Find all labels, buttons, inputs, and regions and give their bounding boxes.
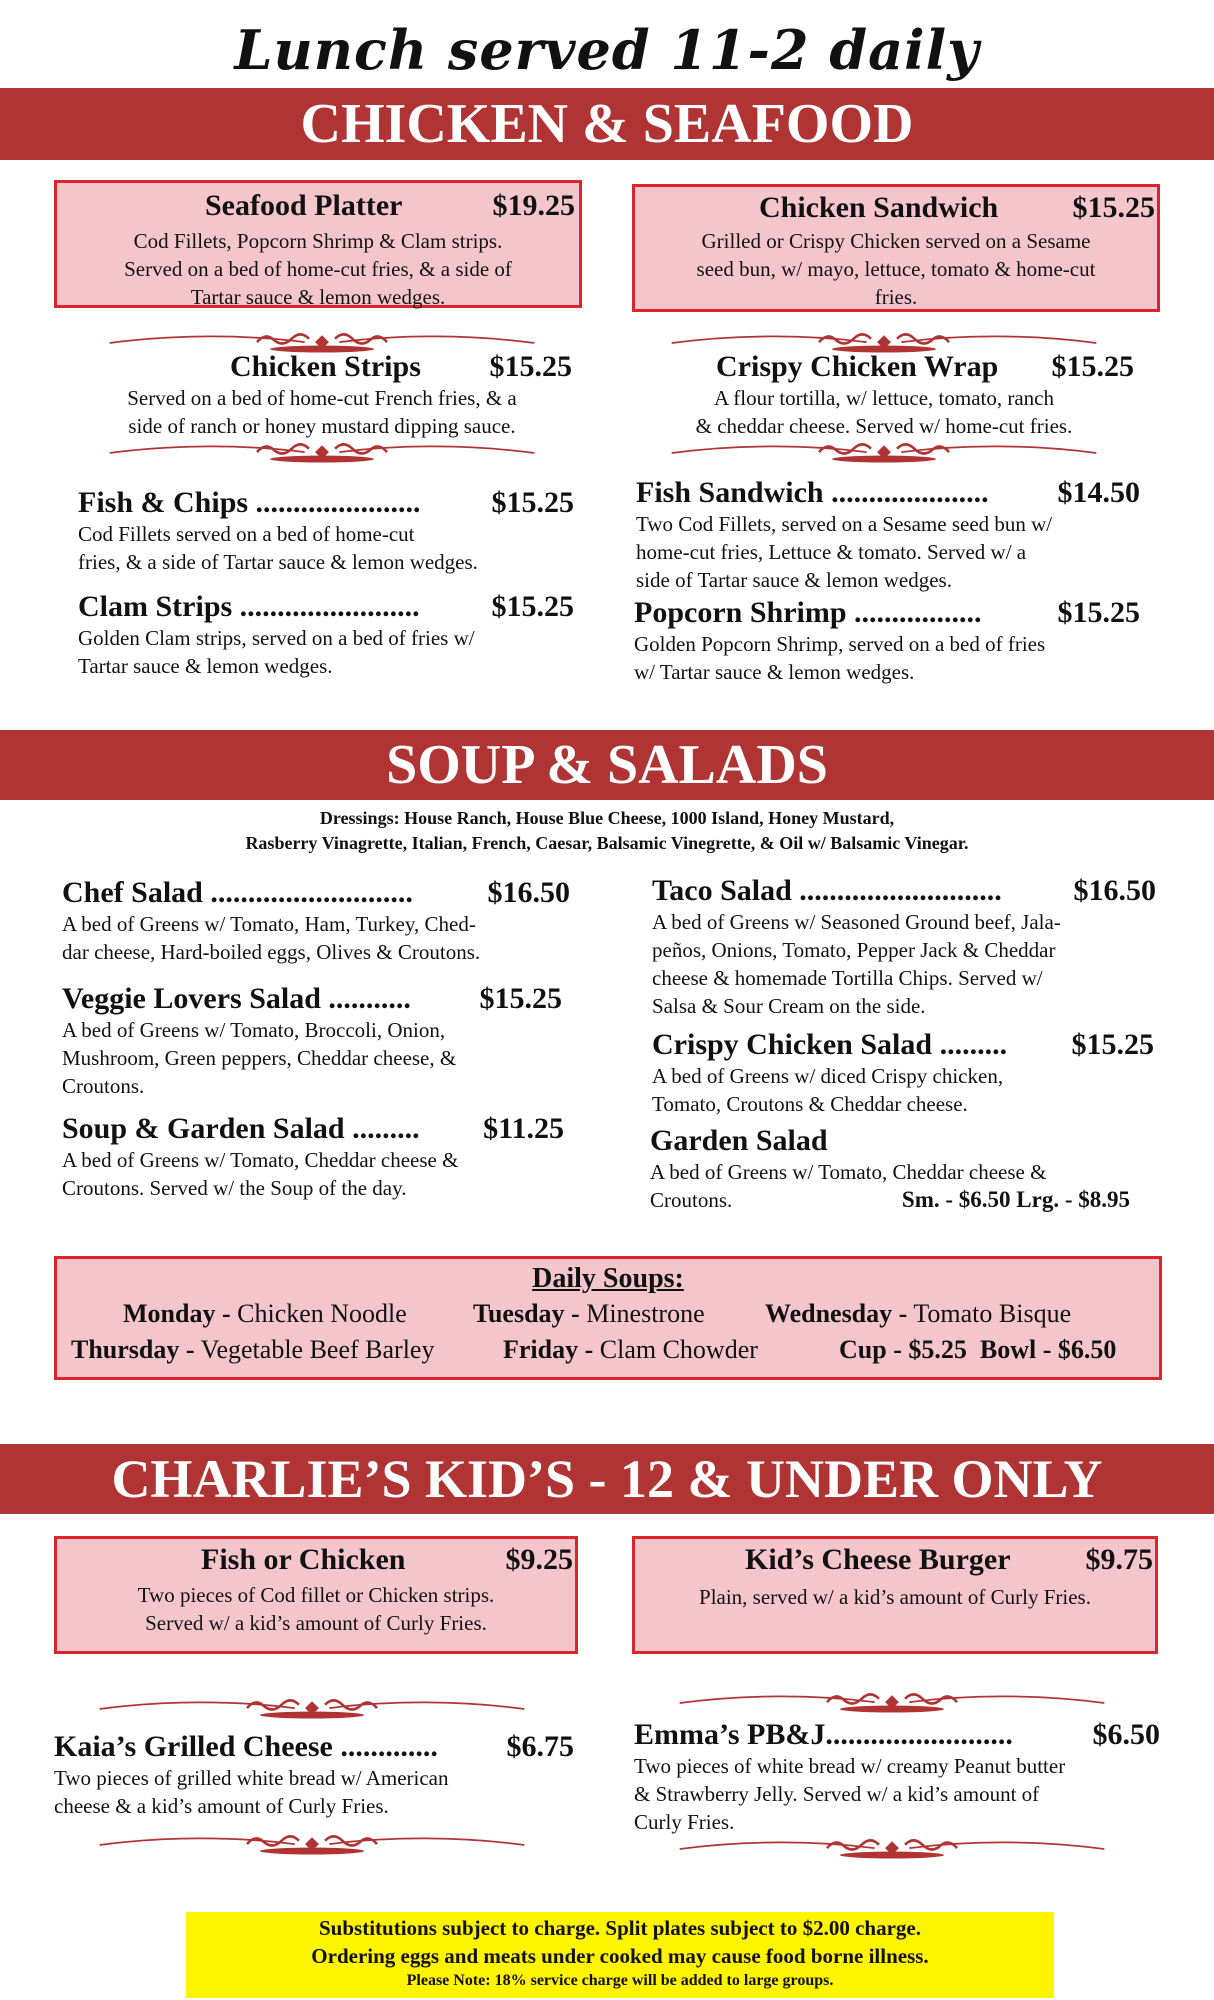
item-name: Chicken Sandwich	[759, 191, 999, 224]
soup-monday: Monday - Chicken Noodle	[123, 1299, 407, 1328]
item-description: Two pieces of white bread w/ creamy Peanut butter & Strawberry Jelly. Served w/ a kid’s amount of Curly Fries.	[634, 1754, 1066, 1834]
clam-strips-item	[78, 590, 574, 680]
item-price: $16.50	[1073, 874, 1156, 907]
item-name: Crispy Chicken Salad .........	[652, 1028, 1008, 1061]
item-name: Clam Strips ........................	[78, 590, 420, 623]
item-description: Served on a bed of home-cut French fries, & a side of ranch or honey mustard dipping sauce.	[127, 386, 517, 438]
item-price: $15.25	[1051, 350, 1134, 383]
item-name: Emma’s PB&J.........................	[634, 1718, 1013, 1751]
emma-pbj-item	[634, 1718, 1160, 1836]
item-name: Veggie Lovers Salad ...........	[62, 982, 411, 1015]
crispy-chicken-salad-item	[652, 1028, 1154, 1118]
item-price: $15.25	[1057, 596, 1140, 629]
kids-fish-chicken-card	[54, 1536, 578, 1654]
soup-garden-salad-item	[62, 1112, 564, 1202]
seafood-platter-card	[54, 180, 582, 308]
soup-thursday: Thursday - Vegetable Beef Barley	[71, 1335, 435, 1364]
item-description: A bed of Greens w/ Tomato, Broccoli, Onion, Mushroom, Green peppers, Cheddar cheese, & Croutons.	[62, 1018, 457, 1098]
item-description: Golden Clam strips, served on a bed of fries w/ Tartar sauce & lemon wedges.	[78, 626, 475, 678]
garden-salad-item	[650, 1124, 1150, 1214]
item-price: $15.25	[491, 486, 574, 519]
item-description: Two pieces of Cod fillet or Chicken strips. Served w/ a kid’s amount of Curly Fries.	[137, 1583, 495, 1635]
chicken-strips-item	[72, 350, 572, 440]
item-price: $15.25	[491, 590, 574, 623]
section-banner-soup: SOUP & SALADS	[0, 730, 1214, 800]
taco-salad-item	[652, 874, 1156, 1020]
item-price: $6.75	[506, 1730, 574, 1763]
item-description: Two pieces of grilled white bread w/ American cheese & a kid’s amount of Curly Fries.	[54, 1766, 449, 1818]
ornament-divider	[634, 440, 1134, 466]
item-price: $11.25	[483, 1112, 564, 1145]
ornament-divider	[638, 1690, 1146, 1716]
item-description: Golden Popcorn Shrimp, served on a bed of fries w/ Tartar sauce & lemon wedges.	[634, 632, 1046, 684]
item-name: Seafood Platter	[205, 189, 403, 222]
lunch-hours-header: Lunch served 11-2 daily	[234, 18, 980, 82]
item-description: A flour tortilla, w/ lettuce, tomato, ranch & cheddar cheese. Served w/ home-cut fries.	[695, 386, 1073, 438]
item-price: $14.50	[1057, 476, 1140, 509]
section-banner-chicken: CHICKEN & SEAFOOD	[0, 88, 1214, 160]
item-name: Chef Salad ...........................	[62, 876, 413, 909]
daily-soups-title: Daily Soups:	[532, 1263, 684, 1294]
notice-line: Please Note: 18% service charge will be added to large groups.	[406, 1972, 834, 1989]
soup-tuesday: Tuesday - Minestrone	[473, 1299, 705, 1328]
chicken-sandwich-card	[632, 184, 1160, 312]
dressings-list: Dressings: House Ranch, House Blue Cheese, 1000 Island, Honey Mustard, Rasberry Vinagrette, Italian, French, Caesar, Balsamic Vinegrette, & Oil w/ Balsamic Vinegar.	[245, 808, 969, 853]
ornament-divider	[638, 1836, 1146, 1862]
soup-wednesday: Wednesday - Tomato Bisque	[765, 1299, 1072, 1328]
item-price: $9.75	[1085, 1543, 1153, 1576]
crispy-wrap-item	[634, 350, 1134, 440]
notice-line: Ordering eggs and meats under cooked may cause food borne illness.	[311, 1944, 929, 1968]
item-description: A bed of Greens w/ Tomato, Ham, Turkey, Ched- dar cheese, Hard-boiled eggs, Olives & Croutons.	[62, 912, 481, 964]
item-name: Garden Salad	[650, 1124, 828, 1157]
kids-cheese-burger-card	[632, 1536, 1158, 1654]
soup-friday: Friday - Clam Chowder	[503, 1335, 758, 1364]
item-price: $9.25	[505, 1543, 573, 1576]
ornament-divider	[72, 440, 572, 466]
ornament-divider	[58, 1832, 566, 1858]
item-description: Cod Fillets, Popcorn Shrimp & Clam strips. Served on a bed of home-cut fries, & a side of Tartar sauce & lemon wedges.	[124, 229, 512, 309]
fish-chips-item	[78, 486, 574, 576]
item-price: $15.25	[489, 350, 572, 383]
notice-line: Substitutions subject to charge. Split plates subject to $2.00 charge.	[319, 1916, 921, 1940]
item-price: $15.25	[1071, 1028, 1154, 1061]
item-name: Soup & Garden Salad .........	[62, 1112, 420, 1145]
item-price: $19.25	[492, 189, 575, 222]
item-name: Taco Salad ...........................	[652, 874, 1002, 907]
item-name: Kid’s Cheese Burger	[745, 1543, 1011, 1576]
item-price: $15.25	[1072, 191, 1155, 224]
kaia-grilled-cheese-item	[54, 1730, 574, 1820]
item-description: Cod Fillets served on a bed of home-cut fries, & a side of Tartar sauce & lemon wedges.	[78, 522, 478, 574]
item-description: A bed of Greens w/ Seasoned Ground beef, Jala- peños, Onions, Tomato, Pepper Jack & Cheddar cheese & homemade Tortilla Chips. Served w/ Salsa & Sour Cream on the side.	[652, 910, 1061, 1018]
item-description: Plain, served w/ a kid’s amount of Curly Fries.	[699, 1585, 1091, 1609]
item-description: A bed of Greens w/ Tomato, Cheddar cheese & Croutons. Sm. - $6.50 Lrg. - $8.95	[650, 1160, 1130, 1212]
item-name: Fish or Chicken	[201, 1543, 406, 1576]
daily-soups-card	[54, 1256, 1162, 1380]
item-name: Kaia’s Grilled Cheese .............	[54, 1730, 438, 1763]
item-description: A bed of Greens w/ Tomato, Cheddar cheese & Croutons. Served w/ the Soup of the day.	[62, 1148, 459, 1200]
garden-salad-sizes: Sm. - $6.50 Lrg. - $8.95	[901, 1187, 1130, 1212]
item-description: Grilled or Crispy Chicken served on a Sesame seed bun, w/ mayo, lettuce, tomato & home-cut fries.	[696, 229, 1096, 309]
item-name: Popcorn Shrimp .................	[634, 596, 982, 629]
item-name: Fish Sandwich .....................	[636, 476, 989, 509]
section-banner-kids: CHARLIE’S KID’S - 12 & UNDER ONLY	[0, 1444, 1214, 1514]
item-price: $15.25	[479, 982, 562, 1015]
item-name: Fish & Chips ......................	[78, 486, 421, 519]
chef-salad-item	[62, 876, 570, 966]
item-price: $16.50	[487, 876, 570, 909]
item-name: Crispy Chicken Wrap	[716, 350, 999, 383]
notice-box	[186, 1912, 1054, 1998]
item-description: A bed of Greens w/ diced Crispy chicken, Tomato, Croutons & Cheddar cheese.	[652, 1064, 1004, 1116]
item-name: Chicken Strips	[230, 350, 421, 383]
soup-prices: Cup - $5.25 Bowl - $6.50	[839, 1335, 1117, 1364]
item-price: $6.50	[1092, 1718, 1160, 1751]
item-description: Two Cod Fillets, served on a Sesame seed bun w/ home-cut fries, Lettuce & tomato. Served w/ a side of Tartar sauce & lemon wedges.	[636, 512, 1053, 592]
veggie-salad-item	[62, 982, 562, 1100]
popcorn-shrimp-item	[634, 596, 1140, 686]
ornament-divider	[58, 1696, 566, 1722]
fish-sandwich-item	[636, 476, 1140, 594]
